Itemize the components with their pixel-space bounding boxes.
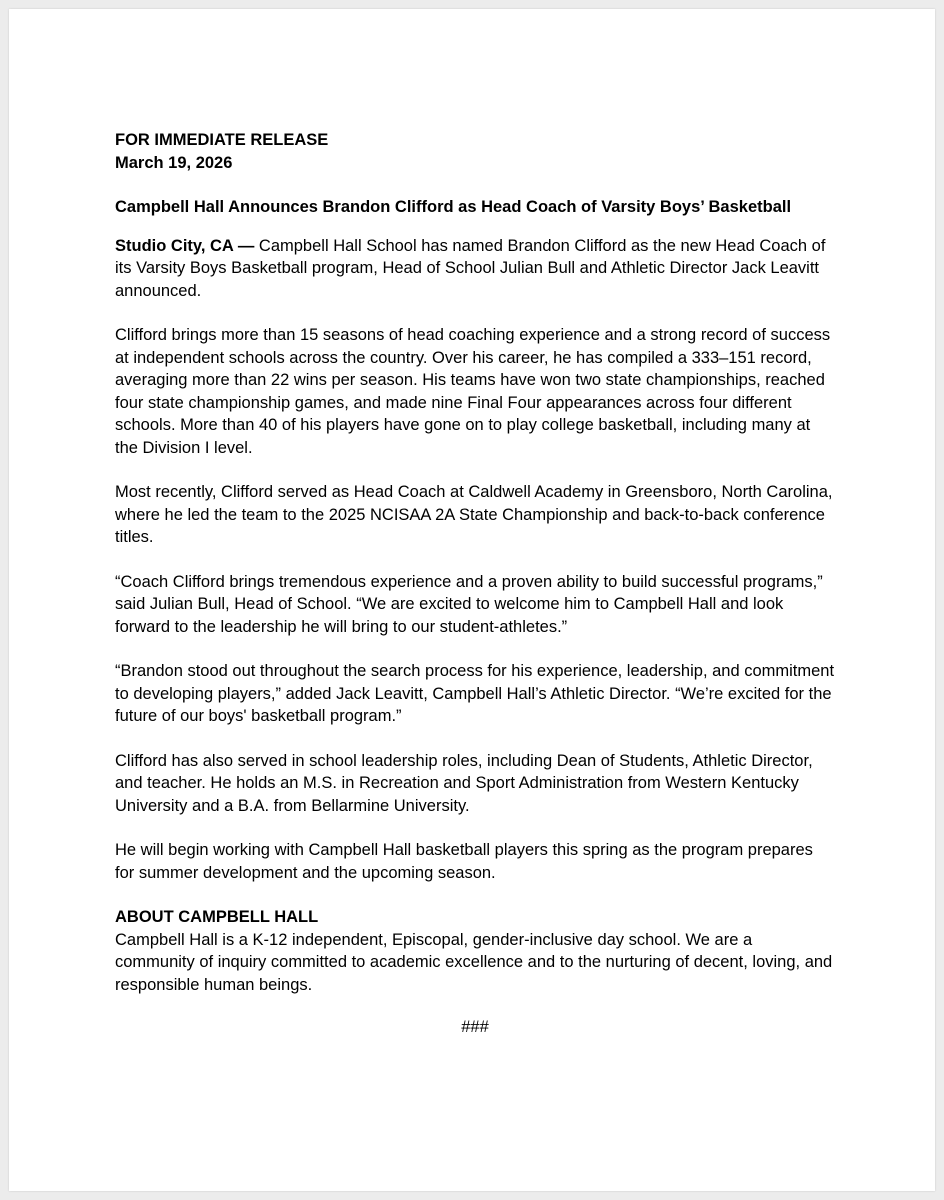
release-date: March 19, 2026 [115, 153, 233, 172]
lead-text: Campbell Hall School has named Brandon Clifford as the new Head Coach of its Varsity Boys Basketball program, Head of School Julian Bull and Athletic Director Jack Leavitt announced. [115, 236, 826, 300]
body-paragraph-background: Clifford has also served in school leadership roles, including Dean of Students, Athletic Director, and teacher. He holds an M.S. in Recreation and Sport Administration from Western Kentucky University and a B.A. from Bellarmine University. [115, 751, 813, 815]
body-paragraph-recent: Most recently, Clifford served as Head Coach at Caldwell Academy in Greensboro, North Carolina, where he led the team to the 2025 NCISAA 2A State Championship and back-to-back conference titles. [115, 483, 833, 546]
about-heading: ABOUT CAMPBELL HALL [115, 908, 319, 926]
body-paragraph-career: Clifford brings more than 15 seasons of head coaching experience and a strong record of success at independent schools across the country. Over his career, he has compiled a 333–151 record, averaging more than 22 wins per season. His teams have won two state championships, reached four state championship games, and made nine Final Four appearances across four different schools. More than 40 of his players have gone on to play college basketball, including many at the Division I level. [115, 326, 831, 457]
press-release [115, 129, 835, 1039]
about-section [115, 906, 835, 996]
document-page [9, 9, 935, 1191]
release-label: FOR IMMEDIATE RELEASE [115, 131, 329, 149]
dateline: Studio City, CA — [115, 236, 255, 255]
lead-paragraph [115, 235, 835, 303]
body-paragraph-quote-bull: “Coach Clifford brings tremendous experience and a proven ability to build successful programs,” said Julian Bull, Head of School. “We are excited to welcome him to Campbell Hall and look forward to the leadership he will bring to our student-athletes.” [115, 572, 823, 636]
headline: Campbell Hall Announces Brandon Clifford as Head Coach of Varsity Boys’ Basketball [115, 198, 792, 216]
about-text: Campbell Hall is a K-12 independent, Episcopal, gender-inclusive day school. We are a community of inquiry committed to academic excellence and to the nurturing of decent, loving, and responsible human beings. [115, 930, 833, 994]
body-paragraph-start: He will begin working with Campbell Hall basketball players this spring as the program prepares for summer development and the upcoming season. [115, 841, 813, 882]
end-mark: ### [461, 1018, 489, 1036]
body-paragraph-quote-leavitt: “Brandon stood out throughout the search process for his experience, leadership, and commitment to developing players,” added Jack Leavitt, Campbell Hall’s Athletic Director. “We’re excited for the future of our boys' basketball program.” [115, 662, 835, 725]
release-header [115, 129, 835, 174]
